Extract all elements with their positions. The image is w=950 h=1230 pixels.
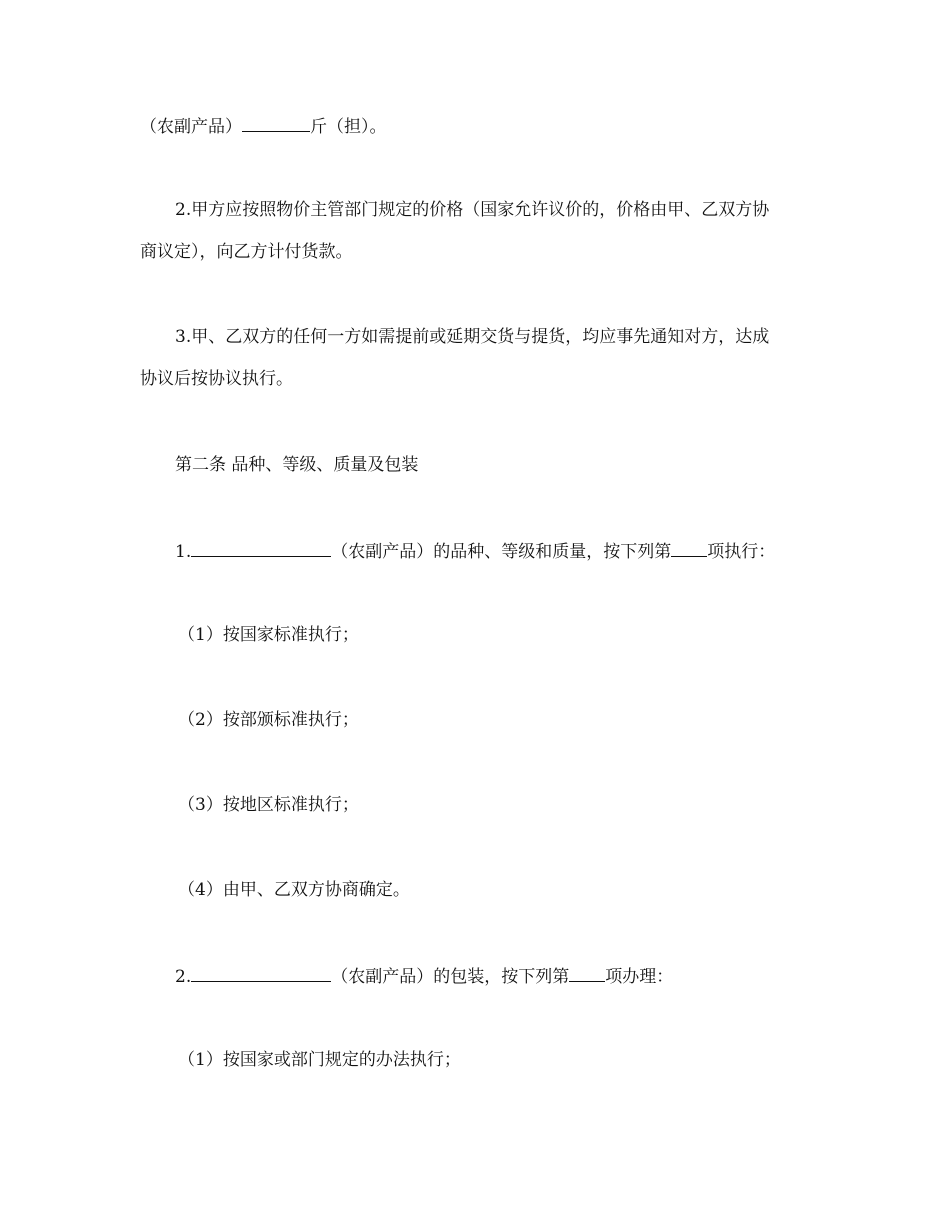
item-1-option-3: （3）按地区标准执行； bbox=[178, 795, 359, 815]
item-1-option-4: （4）由甲、乙双方协商确定。 bbox=[178, 880, 410, 900]
item-number: 1. bbox=[175, 542, 192, 562]
line-text: 斤（担）。 bbox=[310, 117, 387, 137]
item-2-option-1: （1）按国家或部门规定的办法执行； bbox=[178, 1050, 461, 1070]
item-1-option-2: （2）按部颁标准执行； bbox=[178, 710, 359, 730]
item-number: 2. bbox=[175, 967, 192, 987]
option-blank bbox=[569, 965, 605, 982]
item-2-line bbox=[175, 965, 673, 987]
clause-3-line-1: 3.甲、乙双方的任何一方如需提前或延期交货与提货，均应事先通知对方，达成 bbox=[175, 327, 770, 347]
quantity-blank bbox=[242, 115, 310, 132]
line-text: 项办理： bbox=[605, 967, 674, 987]
article-2-title: 第二条 品种、等级、质量及包装 bbox=[175, 455, 419, 475]
item-1-option-1: （1）按国家标准执行； bbox=[178, 625, 359, 645]
option-blank bbox=[671, 540, 707, 557]
clause-2-line-2: 商议定），向乙方计付货款。 bbox=[140, 242, 353, 262]
clause-2-line-1: 2.甲方应按照物价主管部门规定的价格（国家允许议价的，价格由甲、乙双方协 bbox=[175, 200, 770, 220]
line-text: （农副产品）的包装，按下列第 bbox=[331, 967, 570, 987]
line-text: 项执行： bbox=[707, 542, 776, 562]
item-1-line bbox=[175, 540, 775, 562]
clause-3-line-2: 协议后按协议执行。 bbox=[140, 369, 293, 389]
line-text: （农副产品） bbox=[140, 117, 242, 137]
quantity-line bbox=[140, 115, 387, 137]
product-blank bbox=[191, 540, 331, 557]
product-blank bbox=[191, 965, 331, 982]
line-text: （农副产品）的品种、等级和质量，按下列第 bbox=[331, 542, 672, 562]
